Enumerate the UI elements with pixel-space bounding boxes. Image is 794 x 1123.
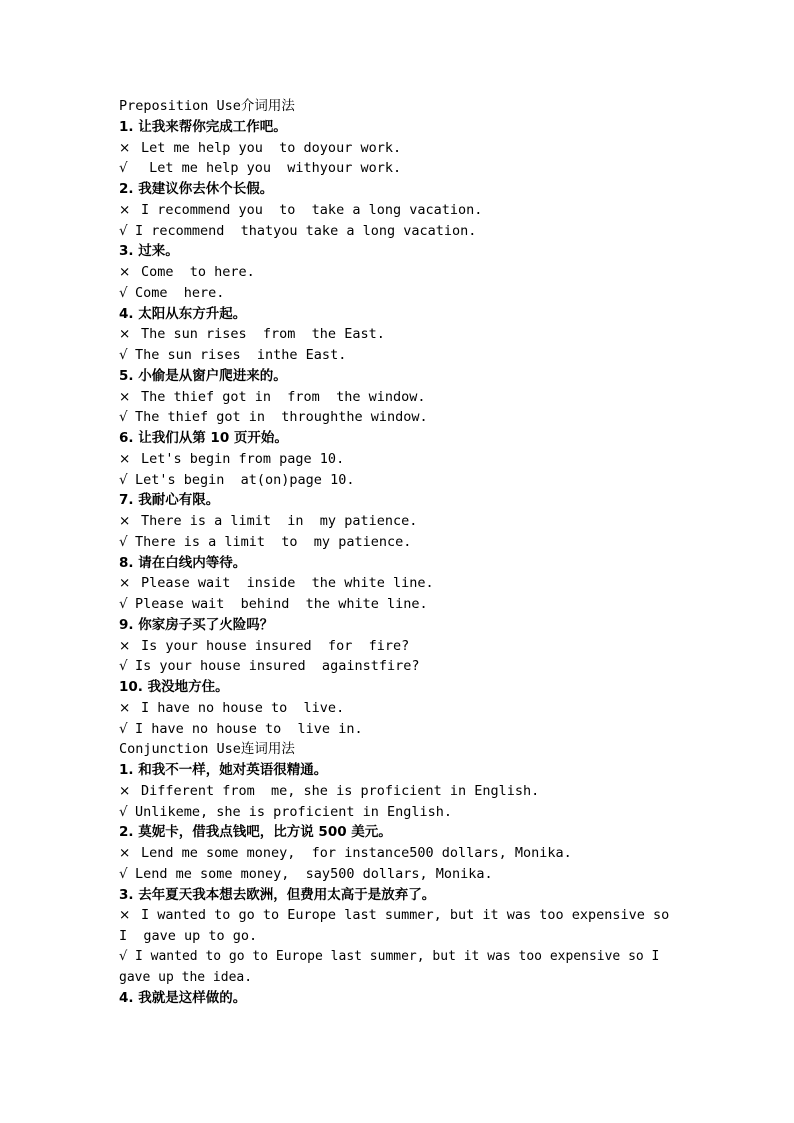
check-mark-icon: √ (119, 865, 128, 882)
cross-mark-icon: × (119, 782, 131, 799)
document-page (119, 96, 679, 1009)
wrong-sentence: There is a limit in my patience. (141, 513, 418, 529)
cross-mark-icon: × (119, 637, 131, 654)
right-sentence: Let me help you withyour work. (141, 160, 402, 177)
question-c4: 4. 我就是这样做的。 (119, 990, 247, 1007)
cross-mark-icon: × (119, 845, 131, 861)
cross-mark-icon: × (119, 201, 131, 218)
question-1: 1. 让我来帮你完成工作吧。 (119, 118, 287, 135)
cross-mark-icon: × (119, 907, 131, 924)
question-c1: 1. 和我不一样，她对英语很精通。 (119, 762, 328, 778)
wrong-sentence: Different from me, she is proficient in English. (141, 782, 540, 799)
wrong-sentence: Lend me some money, for instance500 dollars, Monika. (141, 845, 572, 861)
wrong-sentence: The thief got in from the window. (141, 388, 426, 405)
wrong-sentence: Please wait inside the white line. (141, 575, 434, 592)
cross-mark-icon: × (119, 139, 131, 156)
question-6: 6. 让我们从第 10 页开始。 (119, 430, 288, 446)
cross-mark-icon: × (119, 575, 131, 592)
cross-mark-icon: × (119, 388, 131, 405)
question-c2: 2. 莫妮卡，借我点钱吧，比方说 500 美元。 (119, 824, 392, 841)
right-sentence: Unlikeme, she is proficient in English. (135, 803, 452, 820)
wrong-sentence: Let's begin from page 10. (141, 450, 345, 467)
question-c3: 3. 去年夏天我本想去欧洲，但费用太高于是放弃了。 (119, 886, 436, 903)
cross-mark-icon: × (119, 264, 131, 280)
check-mark-icon: √ (119, 720, 128, 737)
right-sentence: I recommend thatyou take a long vacation. (135, 222, 477, 239)
question-4: 4. 太阳从东方升起。 (119, 305, 247, 322)
right-sentence: Is your house insured againstfire? (135, 658, 420, 675)
right-sentence: The thief got in throughthe window. (135, 409, 428, 426)
question-8: 8. 请在白线内等待。 (119, 554, 247, 571)
section-heading-preposition: Preposition Use介词用法 (119, 98, 295, 114)
right-sentence: Lend me some money, say500 dollars, Monika. (135, 865, 493, 882)
wrong-sentence: Let me help you to doyour work. (141, 139, 402, 156)
check-mark-icon: √ (119, 533, 128, 550)
section-heading-conjunction: Conjunction Use连词用法 (119, 741, 295, 758)
check-mark-icon: √ (119, 284, 128, 301)
cross-mark-icon: × (119, 326, 131, 343)
check-mark-icon: √ (119, 948, 128, 964)
question-2: 2. 我建议你去休个长假。 (119, 181, 274, 197)
check-mark-icon: √ (119, 409, 128, 426)
question-5: 5. 小偷是从窗户爬进来的。 (119, 367, 287, 384)
question-3: 3. 过来。 (119, 243, 179, 260)
question-9: 9. 你家房子买了火险吗？ (119, 616, 274, 633)
cross-mark-icon: × (119, 450, 131, 467)
check-mark-icon: √ (119, 658, 128, 675)
check-mark-icon: √ (119, 222, 128, 239)
right-sentence: The sun rises inthe East. (135, 347, 347, 363)
wrong-sentence: Come to here. (141, 264, 255, 280)
right-sentence: There is a limit to my patience. (135, 533, 412, 550)
check-mark-icon: √ (119, 803, 128, 820)
right-sentence: I wanted to go to Europe last summer, but it was too expensive so I gave up the idea. (119, 948, 676, 985)
right-sentence: I have no house to live in. (135, 720, 363, 737)
check-mark-icon: √ (119, 160, 128, 177)
cross-mark-icon: × (119, 513, 131, 529)
cross-mark-icon: × (119, 699, 131, 716)
right-sentence: Let's begin at(on)page 10. (135, 471, 355, 488)
right-sentence: Come here. (135, 284, 225, 301)
check-mark-icon: √ (119, 596, 128, 612)
wrong-sentence: I wanted to go to Europe last summer, but it was too expensive so I gave up to go. (119, 907, 678, 944)
check-mark-icon: √ (119, 471, 128, 488)
wrong-sentence: Is your house insured for fire? (141, 637, 410, 654)
question-10: 10. 我没地方住。 (119, 679, 229, 695)
check-mark-icon: √ (119, 347, 128, 363)
wrong-sentence: I have no house to live. (141, 699, 345, 716)
wrong-sentence: The sun rises from the East. (141, 326, 385, 343)
wrong-sentence: I recommend you to take a long vacation. (141, 201, 483, 218)
question-7: 7. 我耐心有限。 (119, 492, 220, 509)
right-sentence: Please wait behind the white line. (135, 596, 428, 612)
